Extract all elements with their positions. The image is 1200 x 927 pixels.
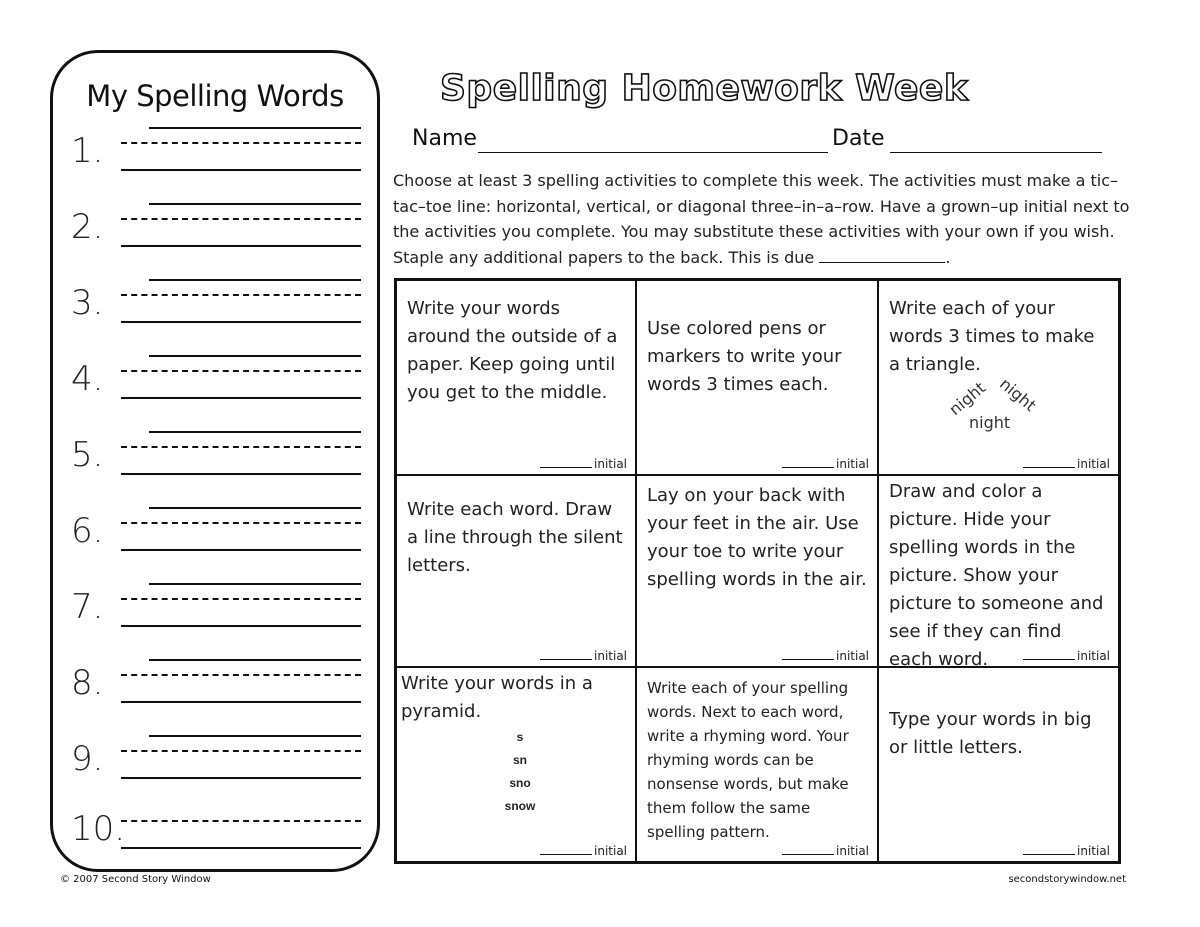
- triangle-example: [943, 374, 1053, 437]
- activity-cell[interactable]: [637, 476, 879, 668]
- initial-label: initial: [836, 844, 869, 858]
- date-label: Date: [832, 126, 885, 151]
- word-number: 4.: [71, 359, 104, 399]
- initial-label: initial: [594, 649, 627, 663]
- initial-field[interactable]: [540, 649, 627, 663]
- word-line-9[interactable]: [71, 735, 361, 791]
- initial-label: initial: [1077, 844, 1110, 858]
- word-line-6[interactable]: [71, 507, 361, 563]
- activity-text: Lay on your back with your feet in the air. Use your toe to write your spelling words in the air.: [647, 485, 867, 590]
- activity-cell[interactable]: [397, 281, 637, 476]
- word-number: 2.: [71, 207, 104, 247]
- activity-cell[interactable]: [637, 281, 879, 476]
- activity-cell[interactable]: [637, 668, 879, 861]
- activity-text: Write your words in a pyramid.: [401, 673, 593, 722]
- activity-text: Write each word. Draw a line through the silent letters.: [407, 499, 623, 576]
- activity-cell[interactable]: [879, 476, 1118, 668]
- initial-label: initial: [594, 457, 627, 471]
- initial-field[interactable]: [782, 649, 869, 663]
- activity-text: Write each of your spelling words. Next to each word, write a rhyming word. Your rhyming words can be nonsense words, but make them follow the same spelling pattern.: [647, 679, 849, 841]
- word-line-4[interactable]: [71, 355, 361, 411]
- word-number: 6.: [71, 511, 104, 551]
- website-footer: secondstorywindow.net: [1008, 874, 1126, 885]
- instructions-text: Choose at least 3 spelling activities to complete this week. The activities must make a tic–tac–toe line: horizontal, vertical, or diagonal three–in–a–row. Have a grown–up initial next to the activities you complete. You may substitute these activities with your own if you wish. Staple any additional papers to the back. This is due: [393, 171, 1130, 267]
- initial-field[interactable]: [540, 844, 627, 858]
- activity-cell[interactable]: [879, 281, 1118, 476]
- word-line-8[interactable]: [71, 659, 361, 715]
- pyramid-example: [397, 726, 635, 818]
- word-line-1[interactable]: [71, 127, 361, 183]
- name-label: Name: [412, 126, 477, 151]
- word-number: 9.: [71, 739, 104, 779]
- word-line-2[interactable]: [71, 203, 361, 259]
- initial-field[interactable]: [782, 457, 869, 471]
- initial-field[interactable]: [1023, 649, 1110, 663]
- word-line-5[interactable]: [71, 431, 361, 487]
- pyramid-row: sno: [509, 776, 531, 790]
- word-line-10[interactable]: [71, 805, 361, 861]
- activity-text: Draw and color a picture. Hide your spelling words in the picture. Show your picture to someone and see if they can find each word.: [889, 481, 1104, 670]
- activity-cell[interactable]: [397, 668, 637, 861]
- activity-cell[interactable]: [397, 476, 637, 668]
- word-number: 3.: [71, 283, 104, 323]
- initial-field[interactable]: [782, 844, 869, 858]
- triangle-word: night: [996, 374, 1040, 416]
- triangle-word: night: [969, 413, 1011, 432]
- activity-cell[interactable]: [879, 668, 1118, 861]
- initial-field[interactable]: [1023, 457, 1110, 471]
- instructions: [393, 168, 1138, 270]
- pyramid-row: snow: [504, 799, 536, 813]
- initial-label: initial: [1077, 649, 1110, 663]
- copyright-footer: © 2007 Second Story Window: [60, 874, 211, 885]
- triangle-word: night: [945, 378, 990, 420]
- word-number: 10.: [71, 809, 126, 849]
- word-number: 7.: [71, 587, 104, 627]
- name-field[interactable]: [478, 152, 828, 153]
- word-number: 1.: [71, 131, 104, 171]
- initial-label: initial: [1077, 457, 1110, 471]
- word-line-3[interactable]: [71, 279, 361, 335]
- activity-text: Write your words around the outside of a paper. Keep going until you get to the middle.: [407, 298, 618, 403]
- initial-field[interactable]: [540, 457, 627, 471]
- word-number: 5.: [71, 435, 104, 475]
- initial-label: initial: [836, 649, 869, 663]
- date-field[interactable]: [890, 152, 1102, 153]
- pyramid-row: s: [516, 730, 524, 744]
- tic-tac-toe-grid: [394, 278, 1121, 864]
- page-title: Spelling Homework Week: [440, 68, 969, 109]
- pyramid-row: sn: [512, 753, 527, 767]
- name-date-row: [412, 126, 1112, 158]
- spelling-words-title: My Spelling Words: [86, 79, 344, 113]
- word-line-7[interactable]: [71, 583, 361, 639]
- activity-text: Use colored pens or markers to write your words 3 times each.: [647, 318, 842, 395]
- spelling-words-panel: [50, 50, 380, 872]
- initial-field[interactable]: [1023, 844, 1110, 858]
- activity-text: Write each of your words 3 times to make a triangle.: [889, 298, 1095, 375]
- initial-label: initial: [594, 844, 627, 858]
- due-date-field[interactable]: [819, 249, 945, 263]
- word-number: 8.: [71, 663, 104, 703]
- activity-text: Type your words in big or little letters.: [889, 709, 1092, 758]
- initial-label: initial: [836, 457, 869, 471]
- instructions-end: .: [945, 247, 951, 267]
